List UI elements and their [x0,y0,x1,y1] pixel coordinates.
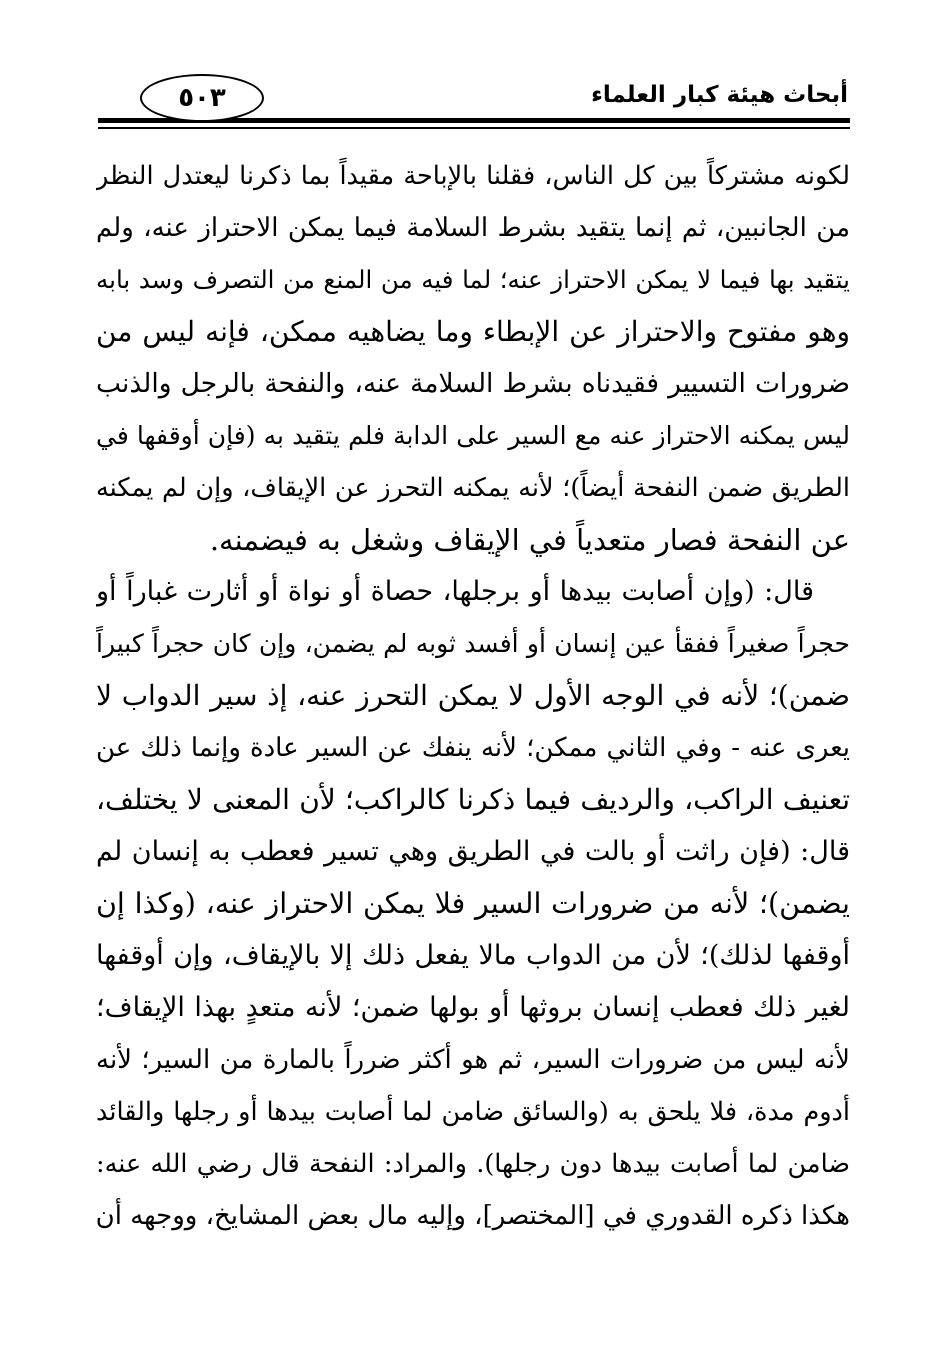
text-line: يتقيد بها فيما لا يمكن الاحتراز عنه؛ لما فيه من المنع من التصرف وسد بابه [96,265,850,294]
text-line: ضامن لما أصابت بيدها دون رجلها). والمراد: النفحة قال رضي الله عنه: [96,1149,850,1179]
paragraph-end-line: عن النفحة فصار متعدياً في الإيقاف وشغل به فيضمنه. [209,523,850,557]
running-title: أبحاث هيئة كبار العلماء [591,82,848,108]
text-line: أدوم مدة، فلا يلحق به (والسائق ضامن لما أصابت بيدها أو رجلها والقائد [96,1097,850,1127]
text-line: قال: (فإن راثت أو بالت في الطريق وهي تسير فعطب به إنسان لم [96,836,850,867]
text-line: تعنيف الراكب، والرديف فيما ذكرنا كالراكب؛ لأن المعنى لا يختلف، [96,783,850,816]
text-line: حجراً صغيراً ففقأ عين إنسان أو أفسد ثوبه لم يضمن، وإن كان حجراً كبيراً [96,629,850,658]
text-line: لأنه ليس من ضرورات السير، ثم هو أكثر ضرراً بالمارة من السير؛ لأنه [96,1045,850,1075]
text-line: لكونه مشتركاً بين كل الناس، فقلنا بالإباحة مقيداً بما ذكرنا ليعتدل النظر [96,161,850,191]
body-text [96,150,850,1242]
text-line: الطريق ضمن النفحة أيضاً)؛ لأنه يمكنه التحرز عن الإيقاف، وإن لم يمكنه [96,473,850,503]
text-line: أوقفها لذلك)؛ لأن من الدواب مالا يفعل ذلك إلا بالإيقاف، وإن أوقفها [96,940,850,971]
text-line: لغير ذلك فعطب إنسان بروثها أو بولها ضمن؛ لأنه متعدٍ بهذا الإيقاف؛ [96,992,850,1023]
paragraph-start-line: قال: (وإن أصابت بيدها أو برجلها، حصاة أو نواة أو أثارت غباراً أو [96,576,814,607]
page-number: ٥٠٣ [140,74,264,122]
page-header [0,0,944,140]
text-line: هكذا ذكره القدوري في [المختصر]، وإليه مال بعض المشايخ، ووجهه أن [96,1201,850,1231]
text-line: يضمن)؛ لأنه من ضرورات السير فلا يمكن الاحتراز عنه، (وكذا إن [96,887,850,920]
text-line: من الجانبين، ثم إنما يتقيد بشرط السلامة فيما يمكن الاحتراز عنه، ولم [96,213,850,243]
header-rule-thin [98,127,850,129]
text-line: ضمن)؛ لأنه في الوجه الأول لا يمكن التحرز عنه، إذ سير الدواب لا [96,679,850,712]
text-line: ضرورات التسيير فقيدناه بشرط السلامة عنه، والنفحة بالرجل والذنب [96,368,850,399]
text-line: ليس يمكنه الاحتراز عنه مع السير على الدابة فلم يتقيد به (فإن أوقفها في [96,421,850,450]
text-line: يعرى عنه - وفي الثاني ممكن؛ لأنه ينفك عن السير عادة وإنما ذلك عن [96,733,850,763]
text-line: وهو مفتوح والاحتراز عن الإبطاء وما يضاهيه ممكن، فإنه ليس من [96,315,850,348]
